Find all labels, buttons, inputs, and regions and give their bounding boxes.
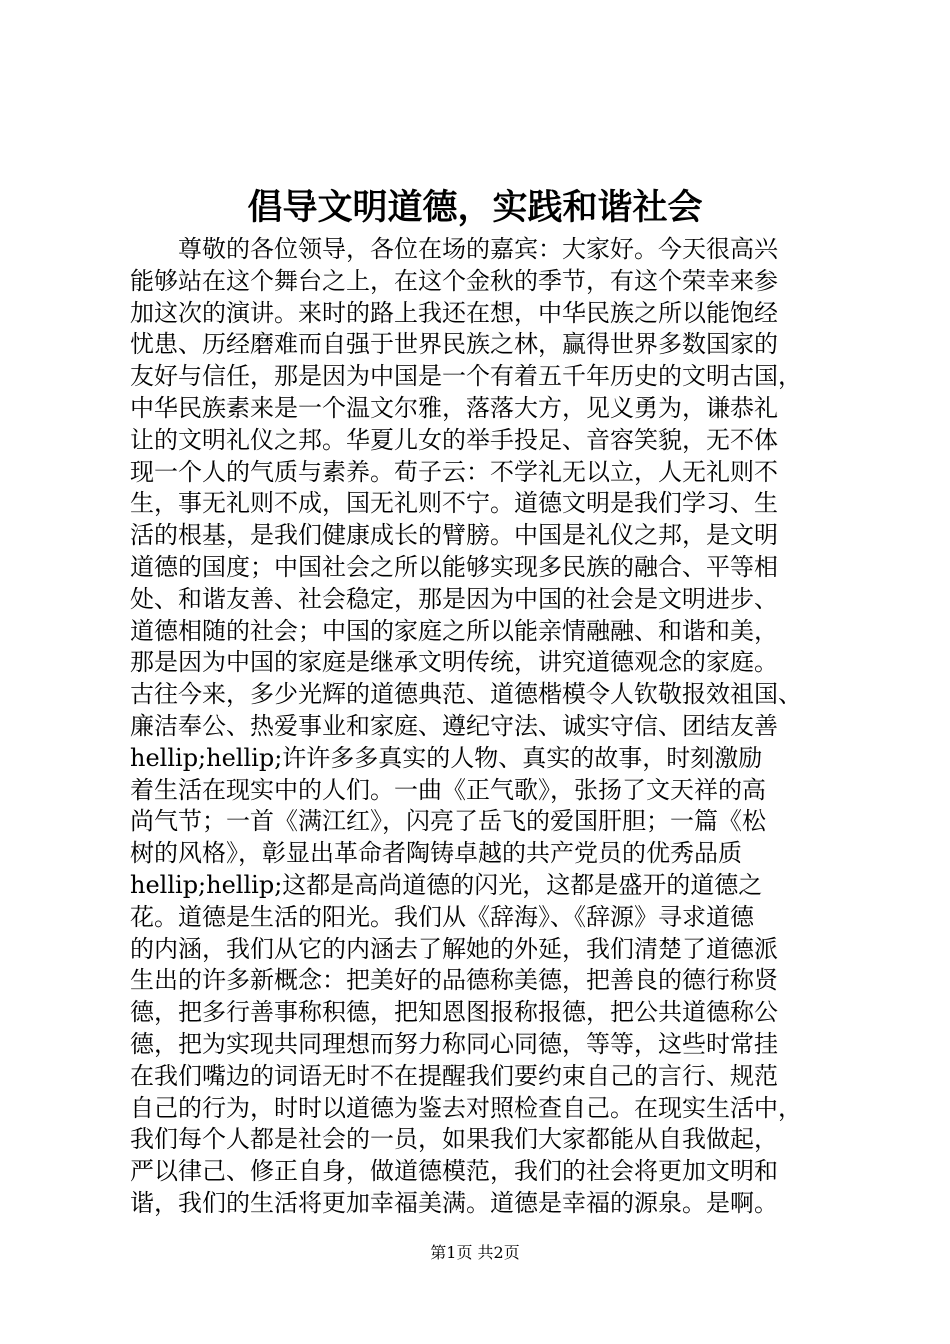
body-text-line: 现一个人的气质与素养。荀子云：不学礼无以立，人无礼则不 [130, 457, 778, 486]
body-text-line: 着生活在现实中的人们。一曲《正气歌》，张扬了文天祥的高 [130, 775, 766, 804]
body-text-line: 在我们嘴边的词语无时不在提醒我们要约束自己的言行、规范 [130, 1061, 778, 1090]
body-text-line: hellip;hellip;许许多多真实的人物、真实的故事，时刻激励 [130, 743, 763, 772]
body-text-line: 自己的行为，时时以道德为鉴去对照检查自己。在现实生活中， [130, 1093, 802, 1122]
body-text-line: 廉洁奉公、热爱事业和家庭、遵纪守法、诚实守信、团结友善 [130, 711, 778, 740]
body-text-line: 尊敬的各位领导，各位在场的嘉宾：大家好。今天很高兴 [130, 235, 778, 263]
body-text-line: 能够站在这个舞台之上，在这个金秋的季节，有这个荣幸来参 [130, 266, 778, 295]
page-footer: 第1页 共2页 [430, 1243, 520, 1262]
body-text-line: 树的风格》，彰显出革命者陶铸卓越的共产党员的优秀品质 [130, 839, 742, 868]
body-text-line: 活的根基，是我们健康成长的臂膀。中国是礼仪之邦，是文明 [130, 521, 778, 550]
body-text-line: 花。道德是生活的阳光。我们从《辞海》、《辞源》寻求道德 [130, 902, 754, 931]
body-text-line: 生，事无礼则不成，国无礼则不宁。道德文明是我们学习、生 [130, 489, 778, 518]
body-text-line: 道德的国度；中国社会之所以能够实现多民族的融合、平等相 [130, 552, 778, 581]
body-text-line: 我们每个人都是社会的一员，如果我们大家都能从自我做起， [130, 1125, 778, 1154]
body-text-line: 古往今来，多少光辉的道德典范、道德楷模令人钦敬报效祖国、 [130, 680, 802, 709]
body-text-line: 让的文明礼仪之邦。华夏儿女的举手投足、音容笑貌，无不体 [130, 425, 778, 454]
body-text-line: 友好与信任，那是因为中国是一个有着五千年历史的文明古国， [130, 362, 802, 391]
body-text-line: 德，把多行善事称积德，把知恩图报称报德，把公共道德称公 [130, 998, 778, 1027]
body-text-line: 的内涵，我们从它的内涵去了解她的外延，我们清楚了道德派 [130, 934, 778, 963]
body-text-line: 加这次的演讲。来时的路上我还在想，中华民族之所以能饱经 [130, 298, 778, 327]
body-text-line: 生出的许多新概念：把美好的品德称美德，把善良的德行称贤 [130, 966, 778, 995]
body-text-line: 道德相随的社会；中国的家庭之所以能亲情融融、和谐和美， [130, 616, 778, 645]
body-text-line: 处、和谐友善、社会稳定，那是因为中国的社会是文明进步、 [130, 584, 778, 613]
body-text-line: 中华民族素来是一个温文尔雅，落落大方，见义勇为，谦恭礼 [130, 393, 778, 422]
body-text-line: 忧患、历经磨难而自强于世界民族之林，赢得世界多数国家的 [130, 330, 778, 359]
body-text-line: 德，把为实现共同理想而努力称同心同德，等等，这些时常挂 [130, 1029, 778, 1058]
body-text-line: 谐，我们的生活将更加幸福美满。道德是幸福的源泉。是啊。 [130, 1188, 778, 1217]
document-title: 倡导文明道德，实践和谐社会 [247, 188, 703, 228]
body-text-line: 严以律己、修正自身，做道德模范，我们的社会将更加文明和 [130, 1157, 778, 1186]
body-text-line: hellip;hellip;这都是高尚道德的闪光，这都是盛开的道德之 [130, 870, 763, 899]
document-body [130, 234, 850, 1220]
body-text-line: 尚气节；一首《满江红》，闪亮了岳飞的爱国肝胆；一篇《松 [130, 807, 766, 836]
body-text-line: 那是因为中国的家庭是继承文明传统，讲究道德观念的家庭。 [130, 648, 778, 677]
